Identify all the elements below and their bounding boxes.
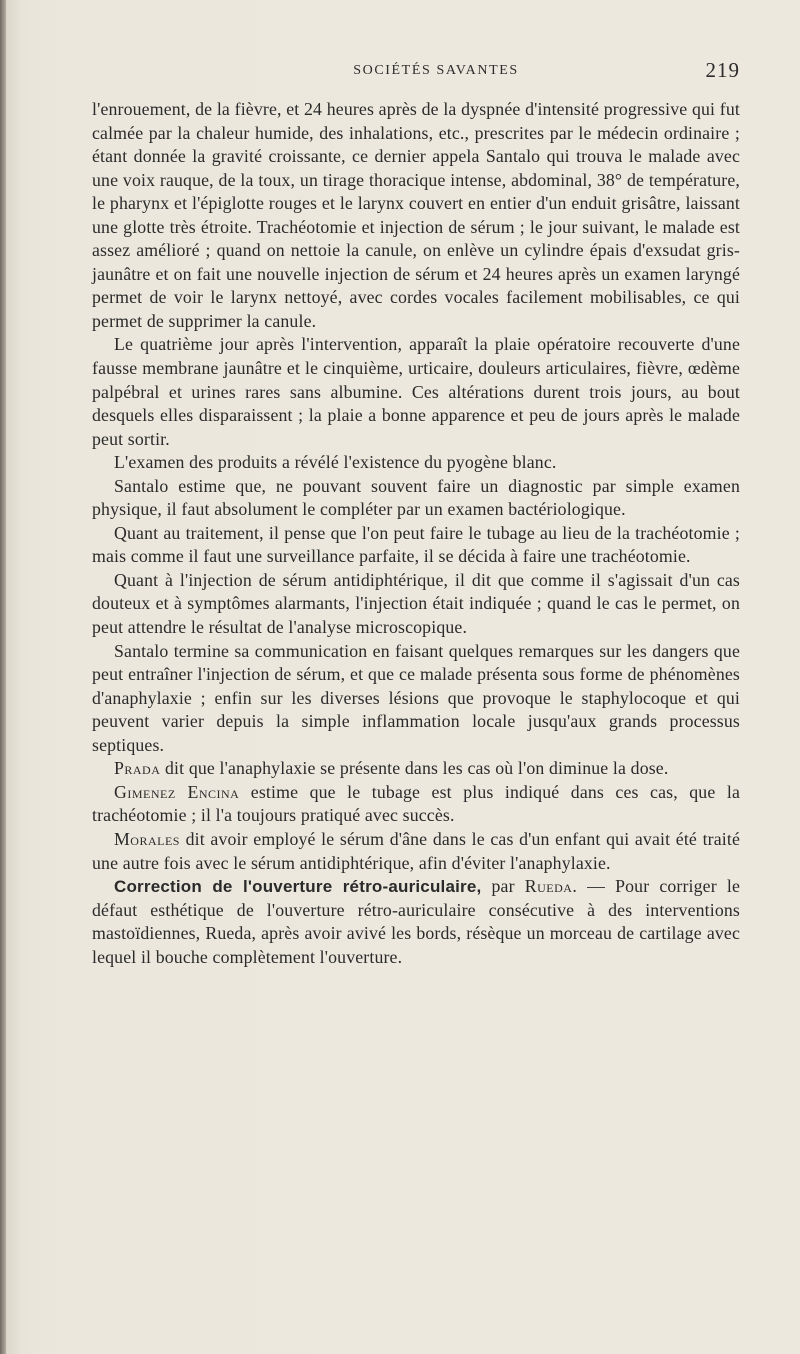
author-name: Rueda xyxy=(524,876,573,897)
page-number: 219 xyxy=(705,58,740,82)
title-par: par xyxy=(481,876,525,897)
paragraph-3: L'examen des produits a révélé l'existence du pyogène blanc. xyxy=(114,452,557,473)
paragraph-6: Quant à l'injection de sérum antidiphtérique, il dit que comme il s'agissait d'un cas douteux et à symptômes alarmants, l'injection était indiquée ; quand le cas le permet, on peut attendre le résultat de l'analyse microscopique. xyxy=(92,569,740,638)
paragraph-11 xyxy=(92,875,740,969)
paragraph-5: Quant au traitement, il pense que l'on peut faire le tubage au lieu de la trachéotomie ; mais comme il faut une surveillance parfaite, il se décida à faire une trachéotomie. xyxy=(92,522,740,567)
binding-edge xyxy=(0,0,6,1354)
paragraph-11-text: . — Pour corriger le défaut esthétique de l'ouverture rétro-auriculaire consécutive à des interventions mastoïdiennes, Rueda, après avoir avivé les bords, résèque un morceau de cartilage avec lequel il bouche complètement l'ouverture. xyxy=(92,876,740,967)
paragraph-2: Le quatrième jour après l'intervention, apparaît la plaie opératoire recouverte d'une fausse membrane jaunâtre et le cinquième, urticaire, douleurs articulaires, fièvre, œdème palpébral et urines rares sans albumine. Ces altérations durent trois jours, au bout desquels elles disparaissent ; la plaie a bonne apparence et peu de jours après le malade peut sortir. xyxy=(92,334,740,449)
speaker-name: Prada xyxy=(114,758,161,779)
page-header xyxy=(92,58,740,88)
paragraph-1: l'enrouement, de la fièvre, et 24 heures après de la dyspnée d'intensité progressive qui fut calmée par la chaleur humide, des inhalations, etc., prescrites par le médecin ordinaire ; étant donnée la gravité croissante, ce dernier appela Santalo qui trouva le malade avec une voix rauque, de la toux, un tirage thoracique intense, abdominal, 38° de température, le pharynx et l'épiglotte rouges et le larynx couvert en entier d'un enduit grisâtre, laissant une glotte très étroite. Trachéotomie et injection de sérum ; le jour suivant, le malade est assez amélioré ; quand on nettoie la canule, on enlève un cylindre épais d'exsudat gris-jaunâtre et on fait une nouvelle injection de sérum et 24 heures après un examen laryngé permet de voir le larynx nettoyé, avec cordes vocales facilement mobilisables, ce qui permet de supprimer la canule. xyxy=(92,99,740,331)
paragraph-9 xyxy=(92,781,740,828)
paragraph-10-text: dit avoir employé le sérum d'âne dans le cas d'un enfant qui avait été traité une autre fois avec le sérum antidiphtérique, afin d'éviter l'anaphylaxie. xyxy=(92,828,740,873)
paragraph-10 xyxy=(92,828,740,875)
speaker-name: Morales xyxy=(114,828,180,849)
paragraph-7: Santalo termine sa communication en faisant quelques remarques sur les dangers que peut entraîner l'injection de sérum, et que ce malade présenta sous forme de phénomènes d'anaphylaxie ; enfin sur les diverses lésions que provoque le staphylocoque et qui peuvent varier depuis la simple inflammation locale jusqu'aux grands processus septiques. xyxy=(92,640,740,755)
speaker-name: Gimenez Encina xyxy=(114,781,240,802)
body-text xyxy=(92,98,740,969)
paragraph-8-text: dit que l'anaphylaxie se présente dans les cas où l'on diminue la dose. xyxy=(160,758,669,779)
section-title: Correction de l'ouverture rétro-auriculaire, xyxy=(114,877,482,897)
running-head: SOCIÉTÉS SAVANTES xyxy=(353,63,519,78)
paragraph-8 xyxy=(92,757,740,781)
paragraph-9-text: estime que le tubage est plus indiqué dans ces cas, que la trachéotomie ; il l'a toujours pratiqué avec succès. xyxy=(92,781,740,826)
paragraph-4: Santalo estime que, ne pouvant souvent faire un diagnostic par simple examen physique, il faut absolument le compléter par un examen bactériologique. xyxy=(92,475,740,520)
